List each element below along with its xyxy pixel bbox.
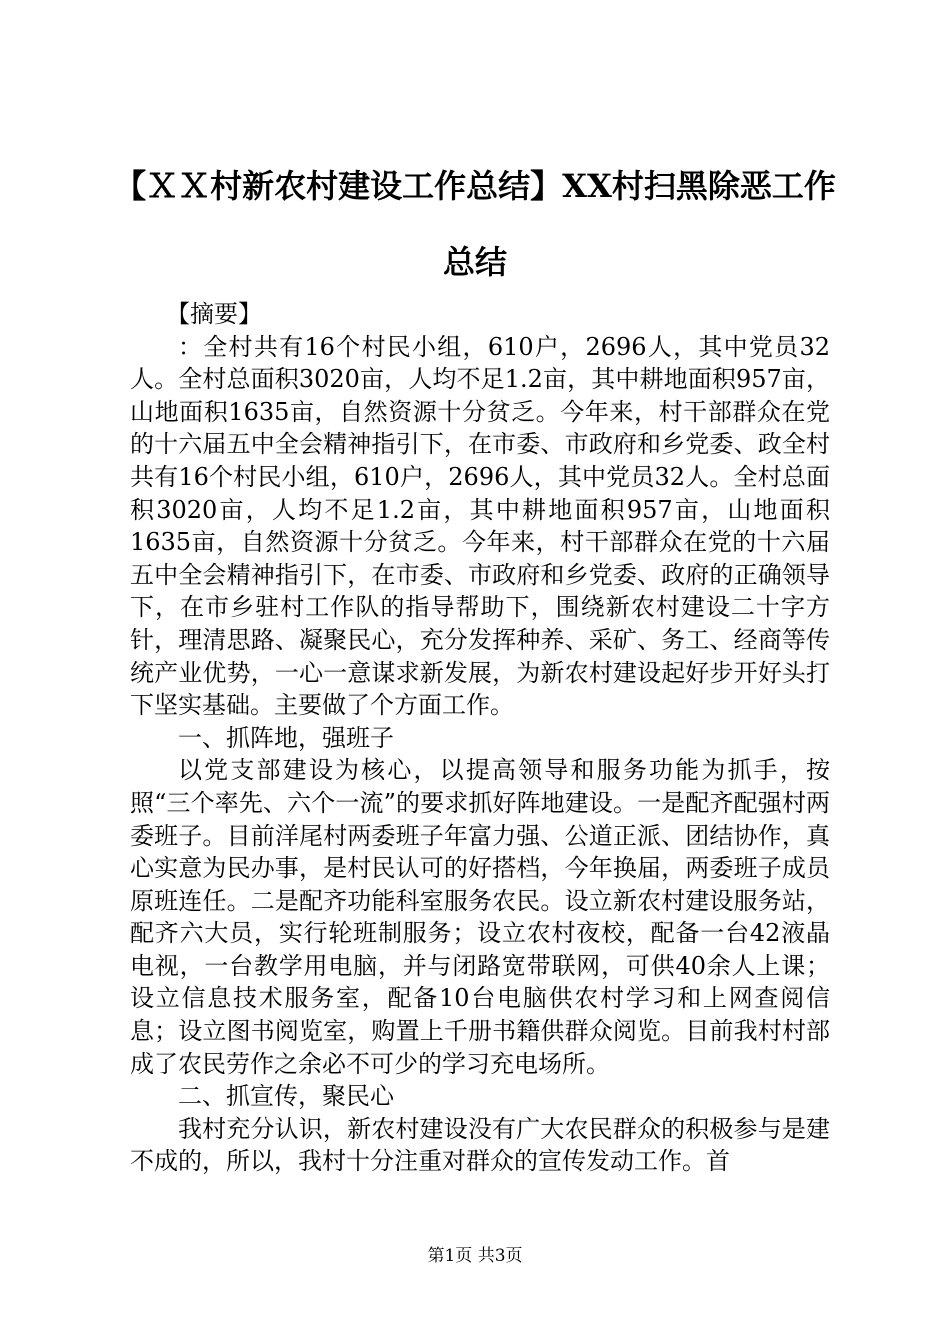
- paragraph-section-2: 我村充分认识，新农村建设没有广大农民群众的积极参与是建不成的，所以，我村十分注重对群众的宣传发动工作。首: [130, 1114, 830, 1176]
- document-title: 【ＸＸ村新农村建设工作总结】XX村扫黑除恶工作总结: [114, 167, 836, 281]
- abstract-label: 【摘要】: [166, 300, 262, 328]
- section-heading-1: 一、抓阵地，强班子: [178, 723, 394, 752]
- paragraph-abstract: ：全村共有16个村民小组，610户，2696人，其中党员32人。全村总面积3020亩，人均不足1.2亩，其中耕地面积957亩，山地面积1635亩，自然资源十分贫乏。今年来，村干部群众在党的十六届五中全会精神指引下，在市委、市政府和乡党委、政全村共有16个村民小组，610户，2696人，其中党员32人。全村总面积3020亩，人均不足1.2亩，其中耕地面积957亩，山地面积1635亩，自然资源十分贫乏。今年来，村干部群众在党的十六届五中全会精神指引下，在市委、市政府和乡党委、政府的正确领导下，在市乡驻村工作队的指导帮助下，围绕新农村建设二十字方针，理清思路、凝聚民心，充分发挥种养、采矿、务工、经商等传统产业优势，一心一意谋求新发展，为新农村建设起好步开好头打下坚实基础。主要做了个方面工作。: [130, 332, 830, 720]
- page-footer: 第1页 共3页: [427, 1246, 523, 1266]
- paragraph-section-1: 以党支部建设为核心，以提高领导和服务功能为抓手，按照“三个率先、六个一流”的要求抓好阵地建设。一是配齐配强村两委班子。目前洋尾村两委班子年富力强、公道正派、团结协作，真心实意为民办事，是村民认可的好搭档，今年换届，两委班子成员原班连任。二是配齐功能科室服务农民。设立新农村建设服务站，配齐六大员，实行轮班制服务；设立农村夜校，配备一台42液晶电视，一台教学用电脑，并与闭路宽带联网，可供40余人上课；设立信息技术服务室，配备10台电脑供农村学习和上网查阅信息；设立图书阅览室，购置上千册书籍供群众阅览。目前我村村部成了农民劳作之余必不可少的学习充电场所。: [130, 756, 830, 1078]
- section-heading-2: 二、抓宣传，聚民心: [178, 1082, 394, 1111]
- document-body: [130, 298, 830, 1178]
